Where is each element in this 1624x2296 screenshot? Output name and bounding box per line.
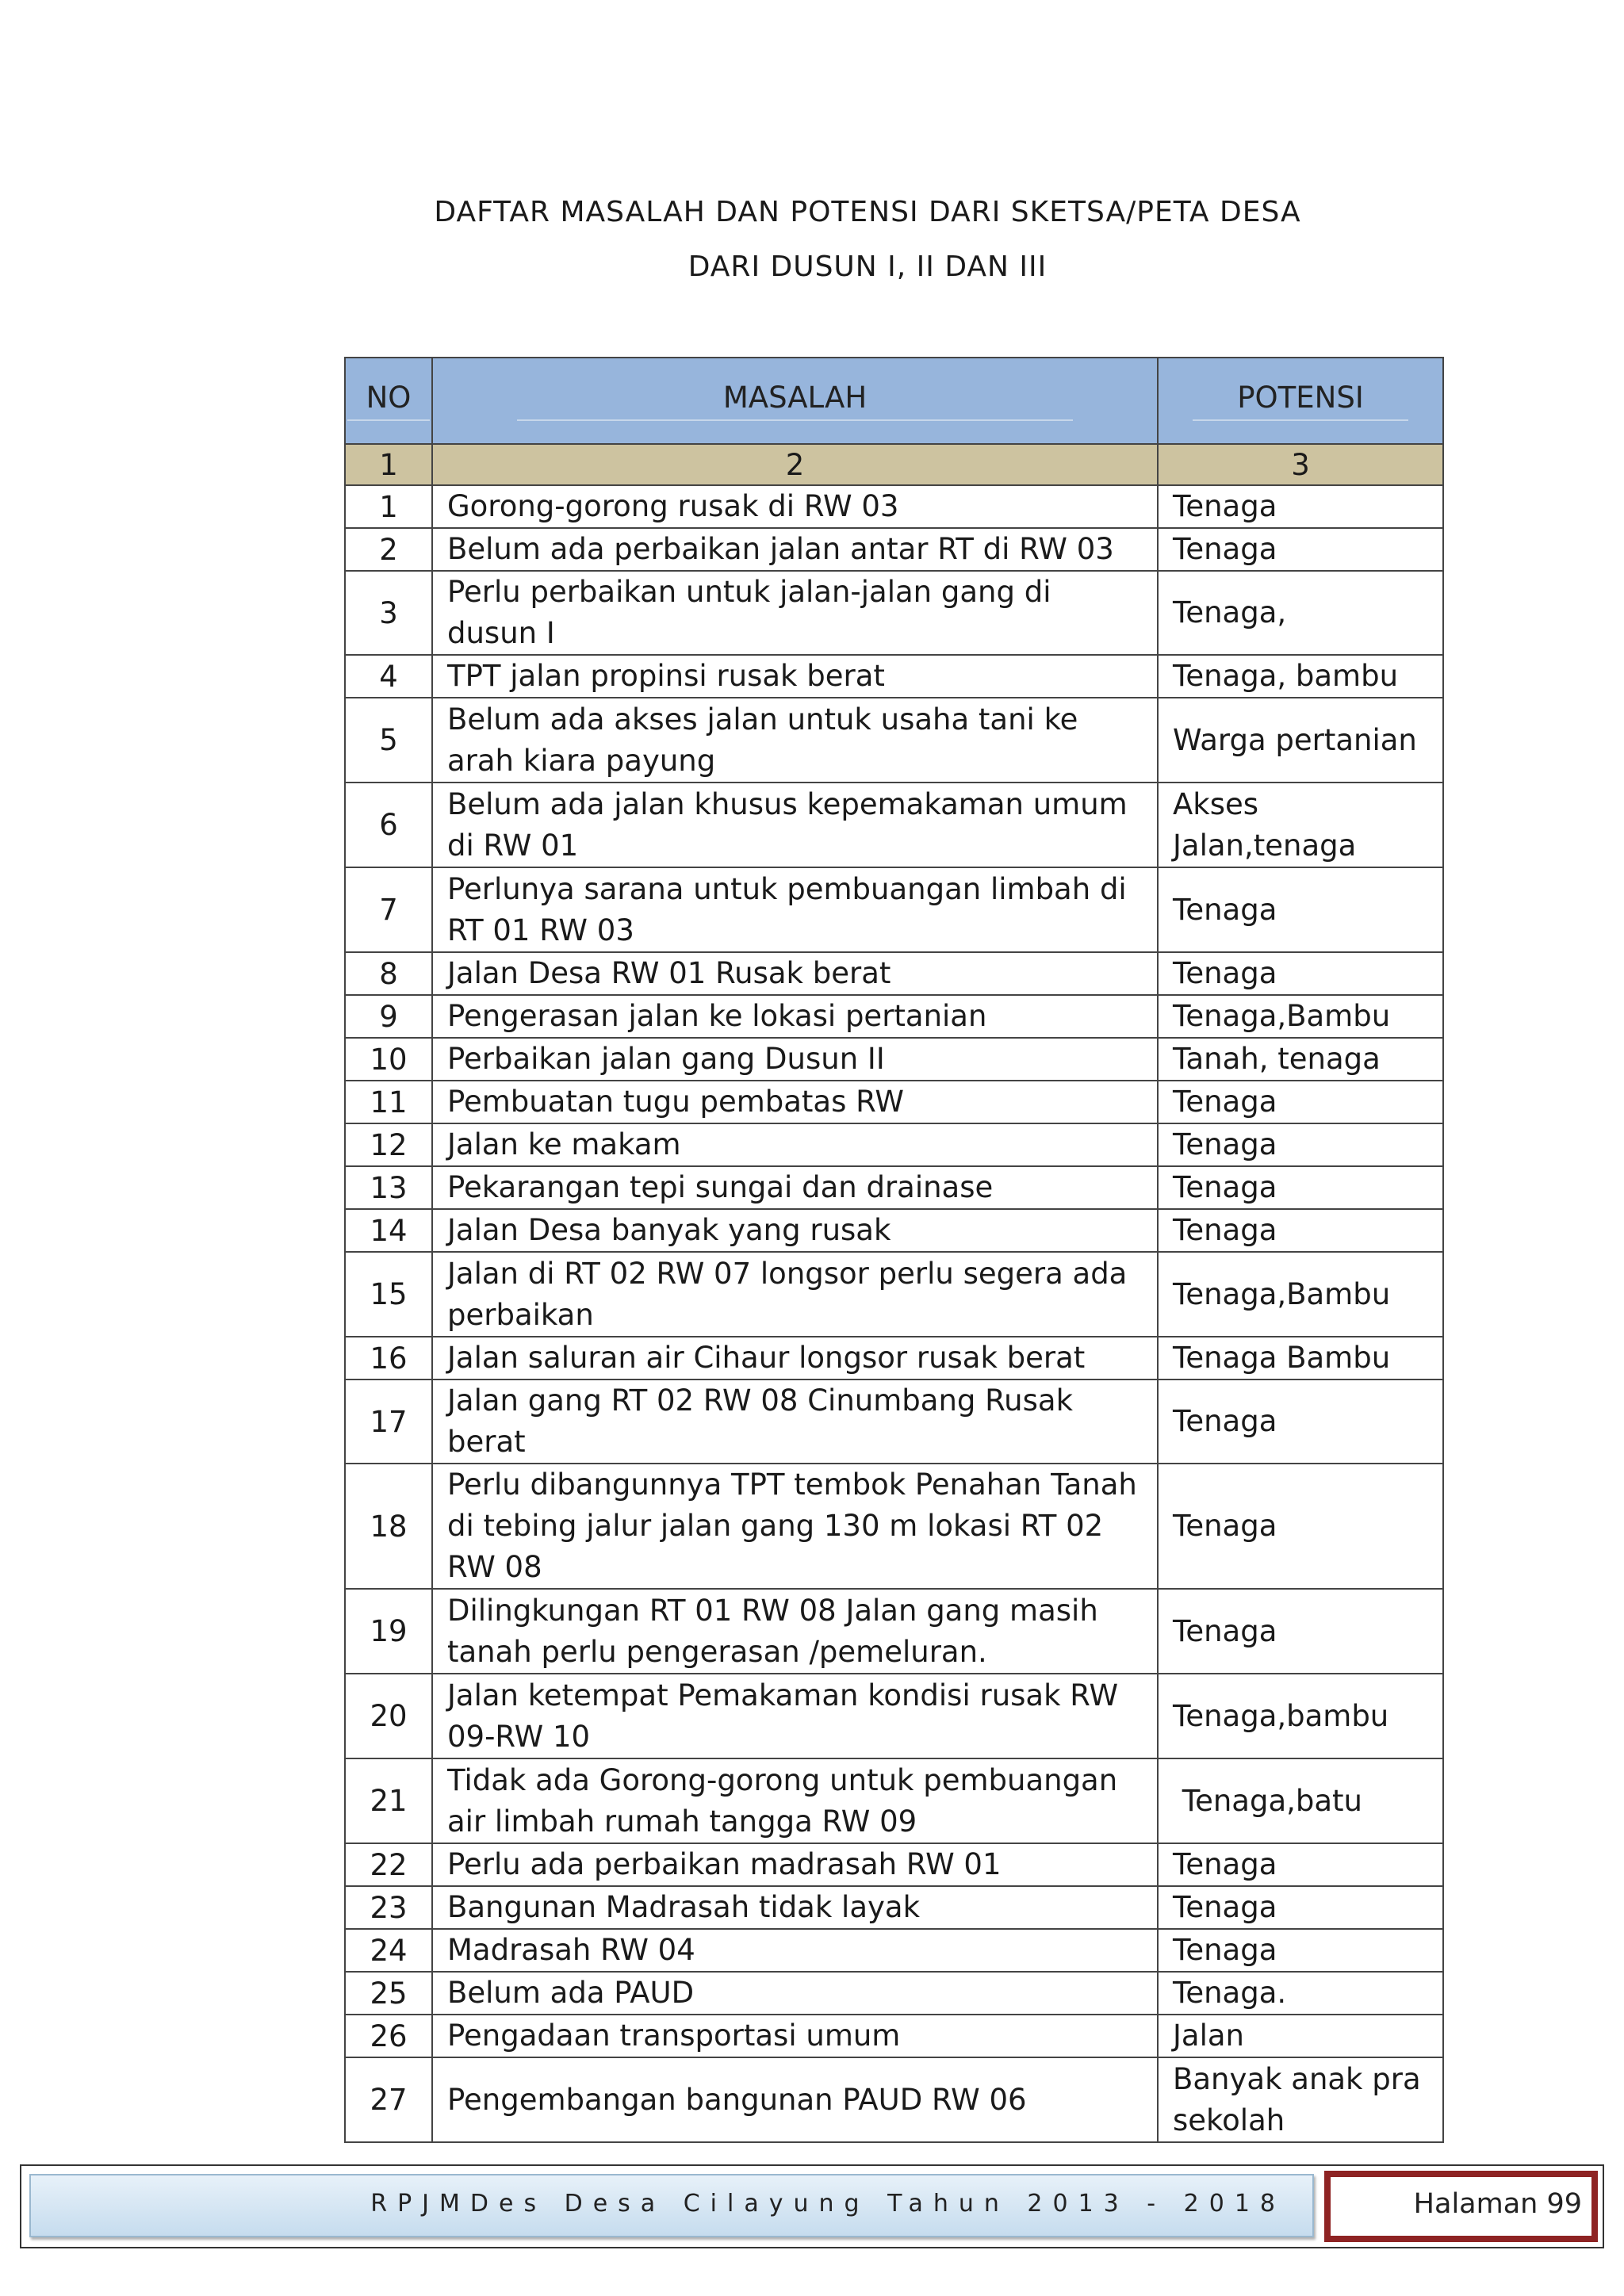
cell-potensi: Tenaga — [1158, 1464, 1443, 1589]
cell-potensi: Tenaga — [1158, 1589, 1443, 1674]
cell-no: 22 — [345, 1843, 432, 1886]
table-row — [345, 1252, 1443, 1337]
table-row — [345, 1123, 1443, 1166]
header-masalah: MASALAH — [432, 358, 1158, 444]
table-row — [345, 2057, 1443, 2142]
cell-potensi: Jalan — [1158, 2015, 1443, 2057]
table-row — [345, 1972, 1443, 2015]
cell-no: 11 — [345, 1081, 432, 1123]
cell-potensi: Tanah, tenaga — [1158, 1038, 1443, 1081]
table-row — [345, 867, 1443, 952]
page-number: Halaman 99 — [1331, 2177, 1591, 2236]
cell-no: 16 — [345, 1337, 432, 1380]
cell-no: 7 — [345, 867, 432, 952]
table-row — [345, 2015, 1443, 2057]
cell-potensi: Tenaga — [1158, 1209, 1443, 1252]
table-row — [345, 1886, 1443, 1929]
column-number: 1 — [345, 444, 432, 485]
cell-potensi: Tenaga,batu — [1158, 1758, 1443, 1843]
cell-masalah: Belum ada akses jalan untuk usaha tani ke arah kiara payung — [432, 698, 1158, 783]
table-row — [345, 571, 1443, 655]
table-row — [345, 1464, 1443, 1589]
cell-masalah: Jalan di RT 02 RW 07 longsor perlu segera ada perbaikan — [432, 1252, 1158, 1337]
cell-potensi: Warga pertanian — [1158, 698, 1443, 783]
cell-potensi: Tenaga — [1158, 1929, 1443, 1972]
footer-document-title: RPJMDes Desa Cilayung Tahun 2013 - 2018 — [370, 2190, 1285, 2218]
cell-masalah: Perlunya sarana untuk pembuangan limbah di RT 01 RW 03 — [432, 867, 1158, 952]
cell-no: 14 — [345, 1209, 432, 1252]
cell-no: 5 — [345, 698, 432, 783]
cell-potensi: Tenaga — [1158, 1123, 1443, 1166]
cell-masalah: Madrasah RW 04 — [432, 1929, 1158, 1972]
cell-masalah: Perlu dibangunnya TPT tembok Penahan Tanah di tebing jalur jalan gang 130 m lokasi RT 02 RW 08 — [432, 1464, 1158, 1589]
cell-masalah: Jalan gang RT 02 RW 08 Cinumbang Rusak berat — [432, 1380, 1158, 1464]
table-row — [345, 995, 1443, 1038]
column-number-row — [345, 444, 1443, 485]
cell-masalah: Perlu perbaikan untuk jalan-jalan gang di dusun I — [432, 571, 1158, 655]
cell-masalah: Belum ada jalan khusus kepemakaman umum di RW 01 — [432, 783, 1158, 867]
table-row — [345, 528, 1443, 571]
cell-potensi: Tenaga — [1158, 485, 1443, 528]
cell-no: 25 — [345, 1972, 432, 2015]
column-number: 2 — [432, 444, 1158, 485]
cell-no: 27 — [345, 2057, 432, 2142]
page-number-box — [1324, 2171, 1598, 2242]
cell-no: 8 — [345, 952, 432, 995]
cell-masalah: Tidak ada Gorong-gorong untuk pembuangan air limbah rumah tangga RW 09 — [432, 1758, 1158, 1843]
cell-masalah: Pengembangan bangunan PAUD RW 06 — [432, 2057, 1158, 2142]
cell-potensi: Akses Jalan,tenaga — [1158, 783, 1443, 867]
table-row — [345, 1589, 1443, 1674]
cell-masalah: Jalan saluran air Cihaur longsor rusak berat — [432, 1337, 1158, 1380]
table-row — [345, 783, 1443, 867]
cell-potensi: Tenaga,Bambu — [1158, 1252, 1443, 1337]
problem-potential-table — [344, 357, 1444, 2143]
cell-no: 18 — [345, 1464, 432, 1589]
cell-no: 24 — [345, 1929, 432, 1972]
cell-potensi: Banyak anak pra sekolah — [1158, 2057, 1443, 2142]
cell-no: 21 — [345, 1758, 432, 1843]
table-row — [345, 1166, 1443, 1209]
cell-potensi: Tenaga, — [1158, 571, 1443, 655]
header-no: NO — [345, 358, 432, 444]
table-row — [345, 1337, 1443, 1380]
cell-no: 10 — [345, 1038, 432, 1081]
cell-potensi: Tenaga — [1158, 1166, 1443, 1209]
document-subtitle: DARI DUSUN I, II DAN III — [688, 251, 1048, 283]
cell-masalah: Pembuatan tugu pembatas RW — [432, 1081, 1158, 1123]
column-number: 3 — [1158, 444, 1443, 485]
cell-no: 20 — [345, 1674, 432, 1758]
cell-masalah: Pengadaan transportasi umum — [432, 2015, 1158, 2057]
cell-no: 15 — [345, 1252, 432, 1337]
cell-no: 23 — [345, 1886, 432, 1929]
cell-masalah: Jalan Desa banyak yang rusak — [432, 1209, 1158, 1252]
cell-no: 12 — [345, 1123, 432, 1166]
table-row — [345, 1038, 1443, 1081]
document-title: DAFTAR MASALAH DAN POTENSI DARI SKETSA/PETA DESA — [434, 196, 1301, 228]
cell-masalah: Perlu ada perbaikan madrasah RW 01 — [432, 1843, 1158, 1886]
table-row — [345, 1209, 1443, 1252]
cell-no: 13 — [345, 1166, 432, 1209]
cell-potensi: Tenaga,bambu — [1158, 1674, 1443, 1758]
table-row — [345, 1081, 1443, 1123]
cell-potensi: Tenaga — [1158, 867, 1443, 952]
cell-masalah: Pengerasan jalan ke lokasi pertanian — [432, 995, 1158, 1038]
cell-potensi: Tenaga. — [1158, 1972, 1443, 2015]
cell-masalah: Jalan Desa RW 01 Rusak berat — [432, 952, 1158, 995]
cell-no: 2 — [345, 528, 432, 571]
cell-masalah: Belum ada PAUD — [432, 1972, 1158, 2015]
table-header-row — [345, 358, 1443, 444]
footer-band — [29, 2174, 1314, 2237]
header-potensi: POTENSI — [1158, 358, 1443, 444]
table-row — [345, 1758, 1443, 1843]
table-row — [345, 952, 1443, 995]
table-row — [345, 1380, 1443, 1464]
cell-masalah: Perbaikan jalan gang Dusun II — [432, 1038, 1158, 1081]
table-row — [345, 1929, 1443, 1972]
cell-no: 1 — [345, 485, 432, 528]
table-row — [345, 698, 1443, 783]
cell-no: 4 — [345, 655, 432, 698]
cell-masalah: Pekarangan tepi sungai dan drainase — [432, 1166, 1158, 1209]
page-footer — [20, 2164, 1604, 2248]
cell-potensi: Tenaga — [1158, 952, 1443, 995]
cell-no: 19 — [345, 1589, 432, 1674]
table-row — [345, 655, 1443, 698]
cell-no: 6 — [345, 783, 432, 867]
cell-masalah: Belum ada perbaikan jalan antar RT di RW 03 — [432, 528, 1158, 571]
cell-potensi: Tenaga,Bambu — [1158, 995, 1443, 1038]
cell-masalah: Bangunan Madrasah tidak layak — [432, 1886, 1158, 1929]
cell-masalah: Jalan ke makam — [432, 1123, 1158, 1166]
cell-potensi: Tenaga Bambu — [1158, 1337, 1443, 1380]
cell-potensi: Tenaga — [1158, 1843, 1443, 1886]
cell-potensi: Tenaga — [1158, 1886, 1443, 1929]
cell-masalah: Dilingkungan RT 01 RW 08 Jalan gang masih tanah perlu pengerasan /pemeluran. — [432, 1589, 1158, 1674]
cell-masalah: Gorong-gorong rusak di RW 03 — [432, 485, 1158, 528]
cell-masalah: Jalan ketempat Pemakaman kondisi rusak RW 09-RW 10 — [432, 1674, 1158, 1758]
cell-masalah: TPT jalan propinsi rusak berat — [432, 655, 1158, 698]
cell-no: 26 — [345, 2015, 432, 2057]
cell-no: 9 — [345, 995, 432, 1038]
table-row — [345, 1674, 1443, 1758]
table-row — [345, 485, 1443, 528]
cell-potensi: Tenaga — [1158, 1380, 1443, 1464]
table-row — [345, 1843, 1443, 1886]
cell-potensi: Tenaga — [1158, 1081, 1443, 1123]
cell-potensi: Tenaga, bambu — [1158, 655, 1443, 698]
cell-potensi: Tenaga — [1158, 528, 1443, 571]
cell-no: 3 — [345, 571, 432, 655]
cell-no: 17 — [345, 1380, 432, 1464]
